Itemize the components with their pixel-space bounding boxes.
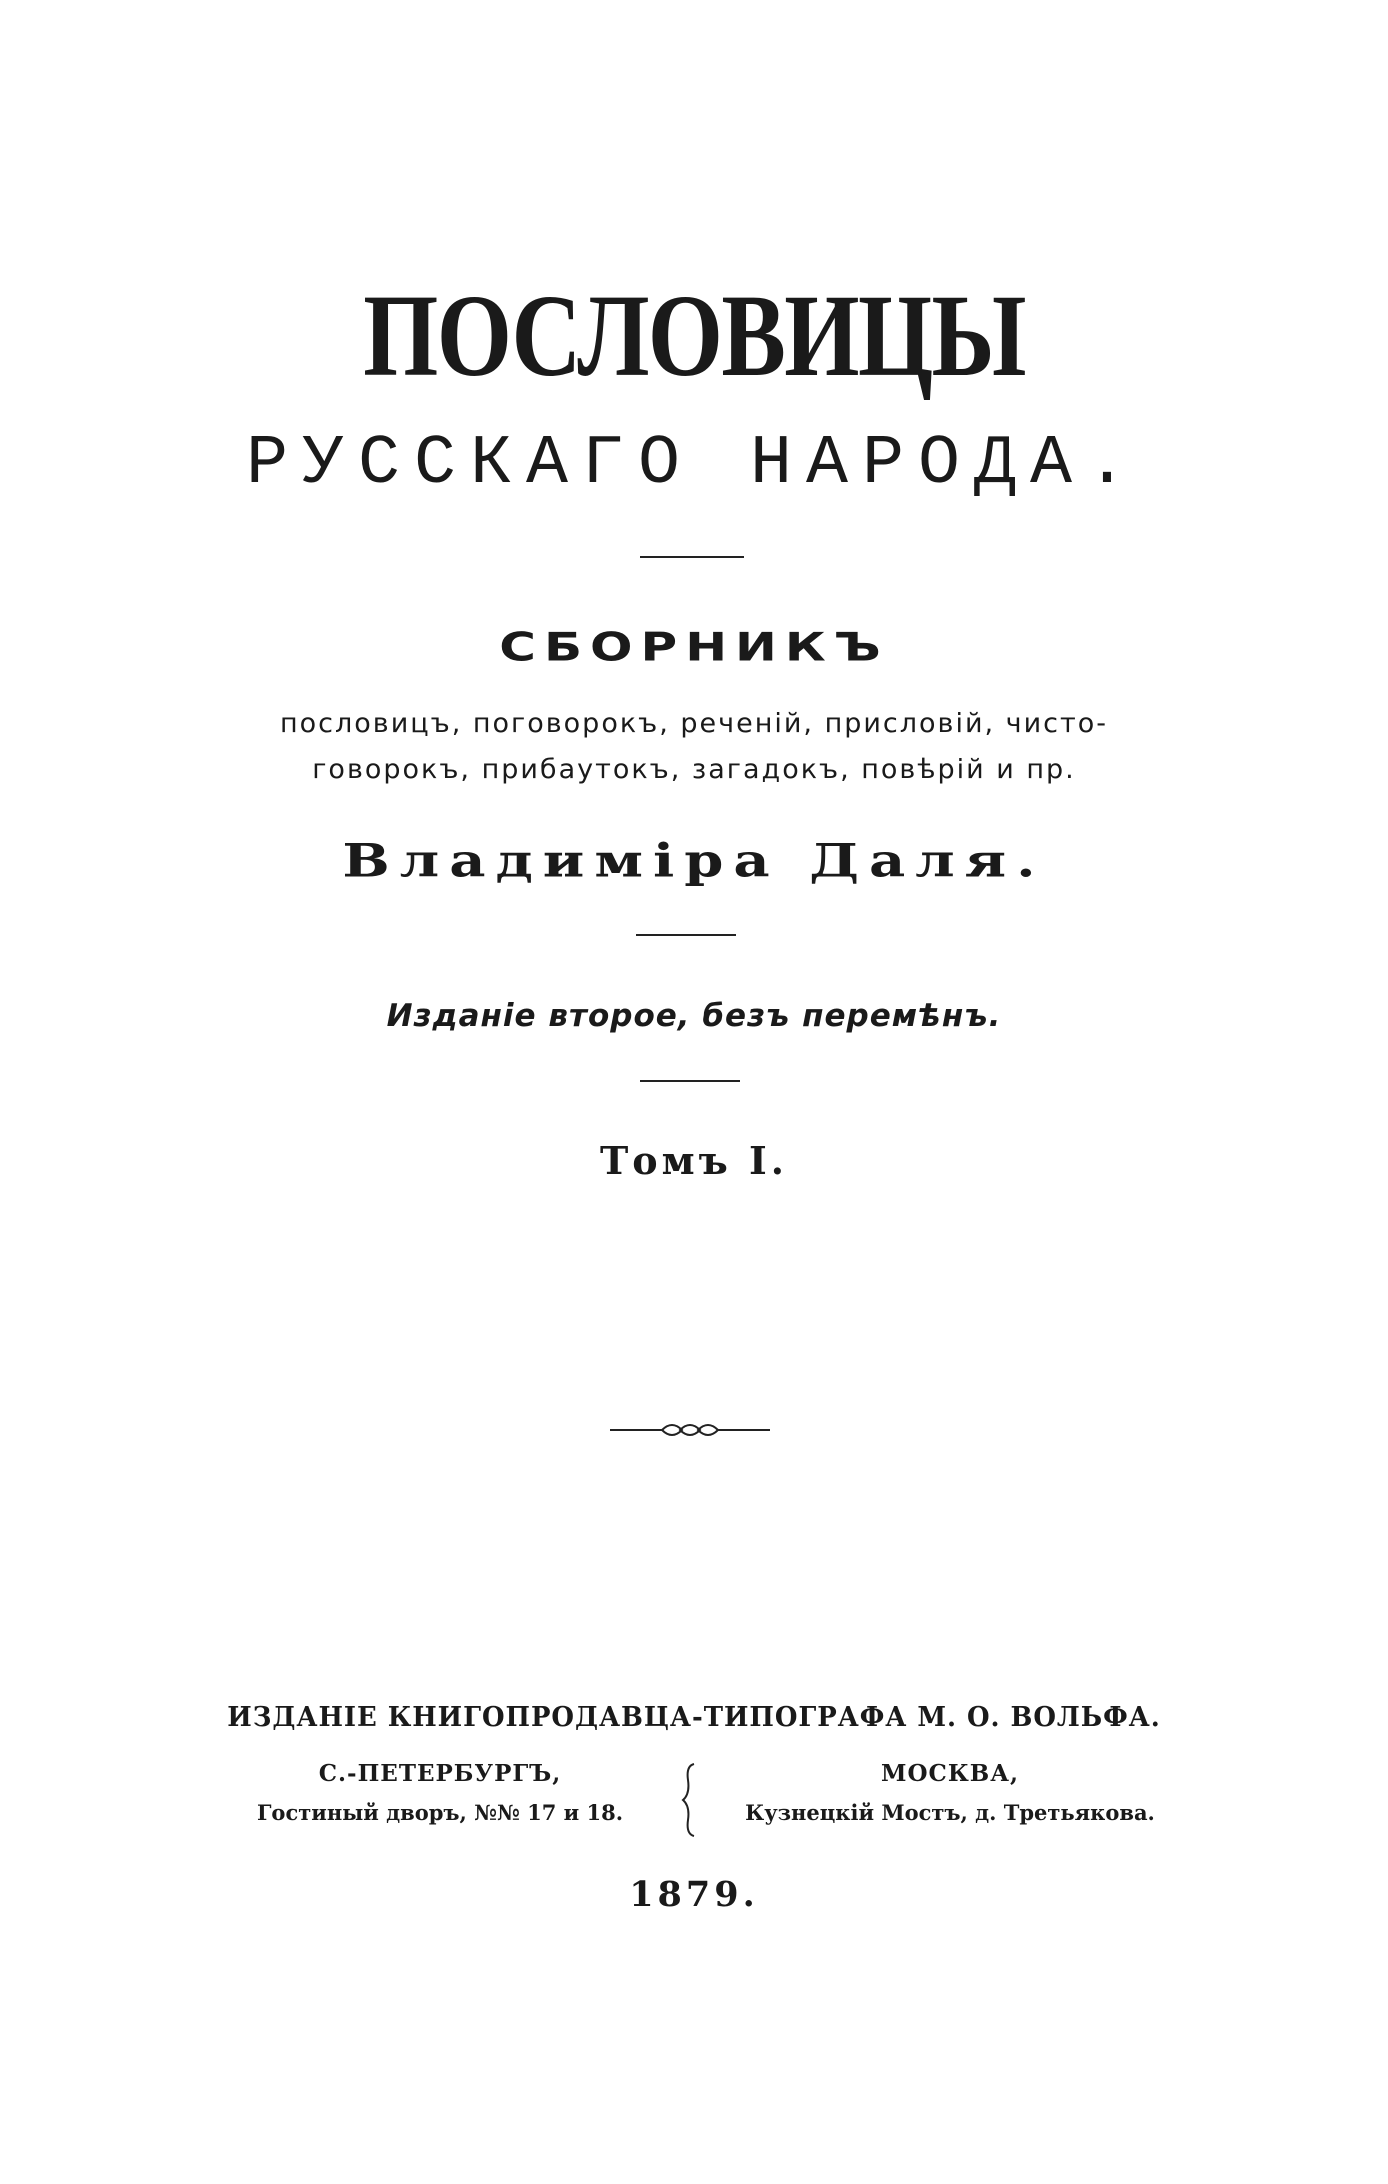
book-title: ПОСЛОВИЦЫ: [363, 270, 1025, 401]
brace-icon: [680, 1762, 700, 1838]
collection-heading: СБОРНИКЪ: [499, 624, 889, 670]
address-petersburg: Гостиный дворъ, №№ 17 и 18.: [256, 1800, 624, 1825]
city-moscow: МОСКВА,: [881, 1760, 1019, 1787]
address-moscow: Кузнецкій Мостъ, д. Третьякова.: [745, 1800, 1155, 1825]
ornament-divider-icon: [610, 1418, 770, 1442]
book-subtitle: РУССКАГО НАРОДА.: [245, 425, 1143, 504]
description-line-1: пословицъ, поговорокъ, реченій, присловій, чисто-: [280, 708, 1108, 739]
divider-rule-1: [640, 556, 744, 558]
description-line-2: говорокъ, прибаутокъ, загадокъ, повѣрій и пр.: [312, 754, 1076, 785]
publisher-line: ИЗДАНІЕ КНИГОПРОДАВЦА-ТИПОГРАФА М. О. ВОЛЬФА.: [227, 1702, 1161, 1733]
author-name: Владиміра Даля.: [342, 833, 1046, 889]
divider-rule-3: [640, 1080, 740, 1082]
divider-rule-2: [636, 934, 736, 936]
imprint-right: [710, 1760, 1190, 1825]
city-petersburg: С.-ПЕТЕРБУРГЪ,: [318, 1760, 562, 1787]
edition-note: Изданіе второе, безъ перемѣнъ.: [386, 998, 1002, 1034]
volume-number: Томъ I.: [599, 1138, 788, 1183]
imprint-left: [200, 1760, 680, 1825]
publication-year: 1879.: [629, 1874, 759, 1915]
